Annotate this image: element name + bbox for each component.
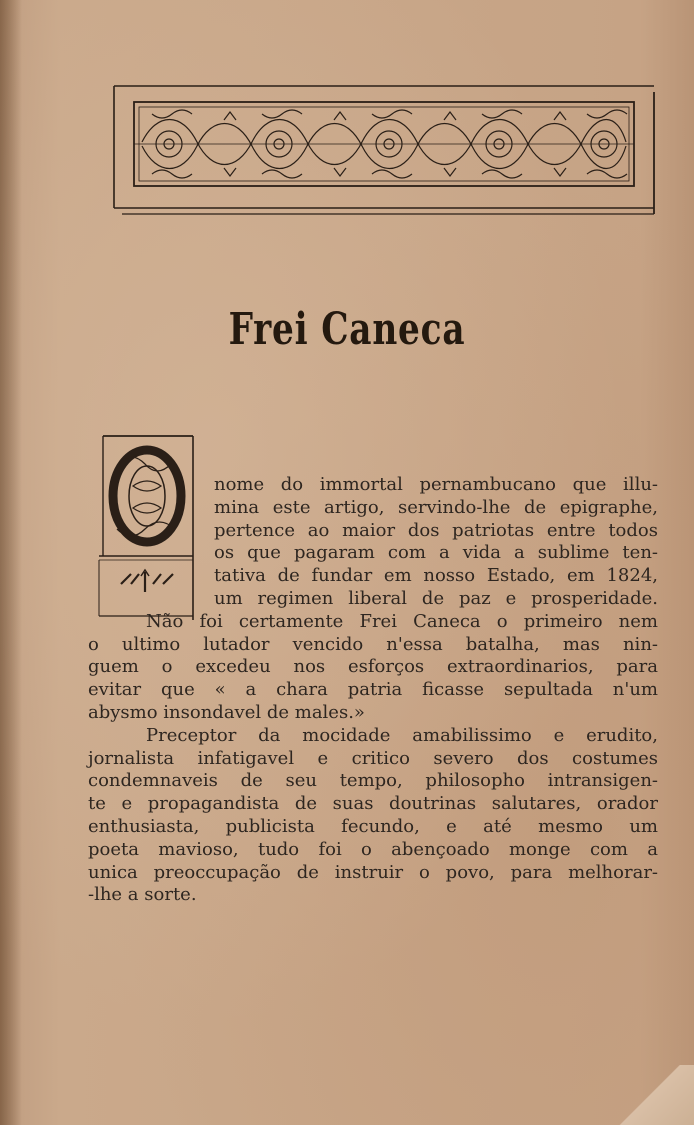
body-line: mina este artigo, servindo-lhe de epigraphe, (214, 496, 658, 518)
page-corner-fold (604, 1065, 694, 1125)
body-line: unica preoccupação de instruir o povo, para melhorar- (88, 861, 658, 883)
body-line: guem o excedeu nos esforços extraordinarios, para (88, 656, 658, 678)
body-line: Preceptor da mocidade amabilissimo e erudito, (146, 724, 658, 746)
body-line: poeta mavioso, tudo foi o abençoado monge com a (88, 838, 658, 860)
body-line: te e propagandista de suas doutrinas salutares, orador (88, 793, 658, 815)
body-line: tativa de fundar em nosso Estado, em 1824, (214, 565, 658, 587)
body-line: os que pagaram com a vida a sublime ten- (214, 542, 658, 564)
body-line: enthusiasta, publicista fecundo, e até mesmo um (88, 815, 658, 837)
body-line: o ultimo lutador vencido n'essa batalha, mas nin- (88, 633, 658, 655)
body-line: um regimen liberal de paz e prosperidade. (214, 587, 658, 609)
page-binding-shadow (0, 0, 22, 1125)
article-body (88, 474, 658, 907)
page-title: Frei Caneca (228, 304, 466, 355)
body-line: evitar que « a chara patria ficasse sepultada n'um (88, 679, 658, 701)
body-line: abysmo insondavel de males.» (88, 701, 365, 723)
body-line: jornalista infatigavel e critico severo dos costumes (88, 747, 658, 769)
body-line: -lhe a sorte. (88, 884, 197, 906)
body-line: condemnaveis de seu tempo, philosopho intransigen- (88, 770, 658, 792)
body-line: pertence ao maior dos patriotas entre todos (214, 519, 658, 541)
body-line: Não foi certamente Frei Caneca o primeiro nem (146, 610, 658, 632)
body-line: nome do immortal pernambucano que illu- (214, 474, 658, 495)
header-ornament-icon (112, 82, 656, 216)
